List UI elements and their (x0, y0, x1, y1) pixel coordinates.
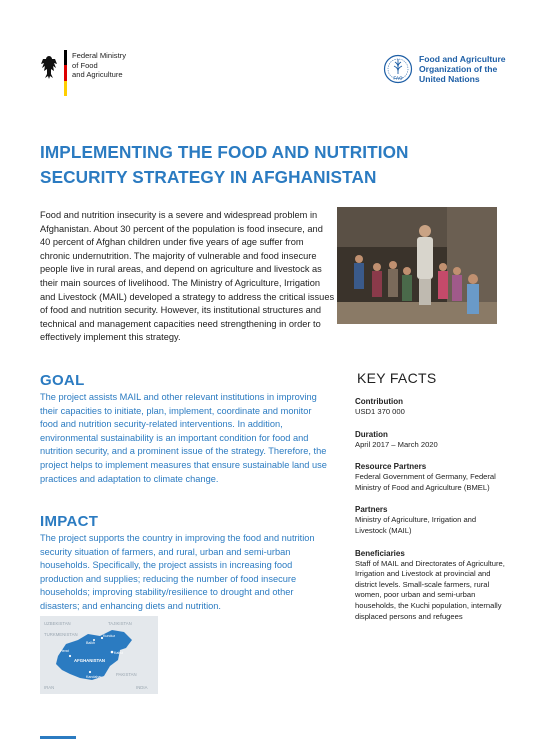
fact-label: Partners (355, 505, 388, 515)
fao-line: Food and Agriculture (419, 54, 506, 64)
map-label-tajikistan: TAJIKISTAN (108, 621, 132, 626)
german-flag-bar (64, 50, 67, 96)
impact-heading: IMPACT (40, 513, 99, 530)
fact-resource-partners (355, 461, 505, 493)
fao-emblem-text: FAO (393, 75, 403, 81)
map-label-pakistan: PAKISTAN (116, 672, 137, 677)
map-city-kandahar: Kandahar (86, 675, 102, 679)
map-city-kabul: Kabul (114, 651, 124, 655)
map-label-uzbekistan: UZBEKISTAN (44, 621, 71, 626)
fact-duration (355, 429, 505, 451)
photo-illustration (337, 207, 497, 324)
fact-partners (355, 504, 505, 536)
bmel-logo (40, 50, 160, 96)
map-label-india: INDIA (136, 685, 148, 690)
eagle-icon (40, 54, 58, 80)
fact-value: Ministry of Agriculture, Irrigation and Livestock (MAIL) (355, 515, 477, 535)
impact-text: The project supports the country in improving the food and nutrition security situation of farmers, and rural, urban and semi-urban households. Specifically, the project assists in increasing food production and supplies; reducing the number of food insecure households; improving stability/resilience to drought and other disasters; and enhancing diets and nutrition. (40, 533, 315, 611)
fact-value: USD1 370 000 (355, 407, 405, 416)
fact-value: Federal Government of Germany, Federal Ministry of Food and Agriculture (BMEL) (355, 472, 496, 492)
bmel-line: Federal Ministry (72, 51, 127, 60)
map-label-afghanistan: AFGHANISTAN (74, 658, 105, 663)
bmel-line: and Agriculture (72, 70, 123, 79)
map-illustration (40, 616, 158, 694)
map-city-balkh: Balkh (86, 641, 95, 645)
key-facts-panel (355, 370, 505, 633)
intro-paragraph: Food and nutrition insecurity is a severe and widespread problem in Afghanistan. About 30 percent of the population is food insecure, and 40 percent of Afghan children under five years of age suffer from chronic undernutrition. The majority of vulnerable and food insecure people live in rural areas, and depend on agriculture and livestock as their main sources of livelihood. The Ministry of Agriculture, Irrigation and Livestock (MAIL) developed a strategy to address the critical issues of food and nutrition security. However, its institutional structures and technical and management capacities need strengthening in order to effectively implement this strategy. (40, 210, 335, 343)
fact-label: Resource Partners (355, 462, 427, 472)
fao-line: Organization of the (419, 64, 498, 74)
children-photo (337, 207, 497, 324)
key-facts-title: KEY FACTS (357, 370, 437, 386)
fact-value: Staff of MAIL and Directorates of Agriculture, Irrigation and Livestock at provincial and district levels. Small-scale farmers, rural women, poor urban and semi-urban households, the Kuchi population, internally displaced persons and refugees (355, 558, 505, 621)
goal-heading: GOAL (40, 372, 85, 389)
fact-contribution (355, 396, 505, 418)
fao-logo (383, 54, 506, 84)
fact-label: Contribution (355, 397, 403, 406)
map-label-iran: IRAN (44, 685, 55, 690)
goal-text: The project assists MAIL and other relevant institutions in improving their capacities to initiate, plan, implement, coordinate and monitor food and nutrition security-related interventions. In addition, environmental sustainability is an important condition for food and nutrition security, and a prominent issue of the strategy. Therefore, the project helps to implement measures that ensure sustainable land use practices and adaptation to climate change. (40, 392, 327, 484)
fact-label: Duration (355, 429, 388, 439)
header (0, 0, 533, 115)
fao-line: United Nations (419, 74, 480, 84)
map-city-herat: Herat (60, 649, 69, 653)
afghanistan-map (40, 616, 158, 694)
footer-accent-line (40, 736, 76, 739)
bmel-name (72, 50, 126, 96)
page-title: IMPLEMENTING THE FOOD AND NUTRITION SECURITY STRATEGY IN AFGHANISTAN (40, 142, 409, 187)
fao-emblem-icon (383, 54, 413, 84)
fao-name (419, 54, 506, 84)
fact-beneficiaries (355, 548, 505, 623)
fact-label: Beneficiaries (355, 548, 405, 558)
fact-value: April 2017 – March 2020 (355, 439, 438, 449)
map-label-turkmenistan: TURKMENISTAN (44, 632, 78, 637)
map-city-kunduz: Kunduz (103, 634, 116, 638)
bmel-line: of Food (72, 60, 98, 70)
